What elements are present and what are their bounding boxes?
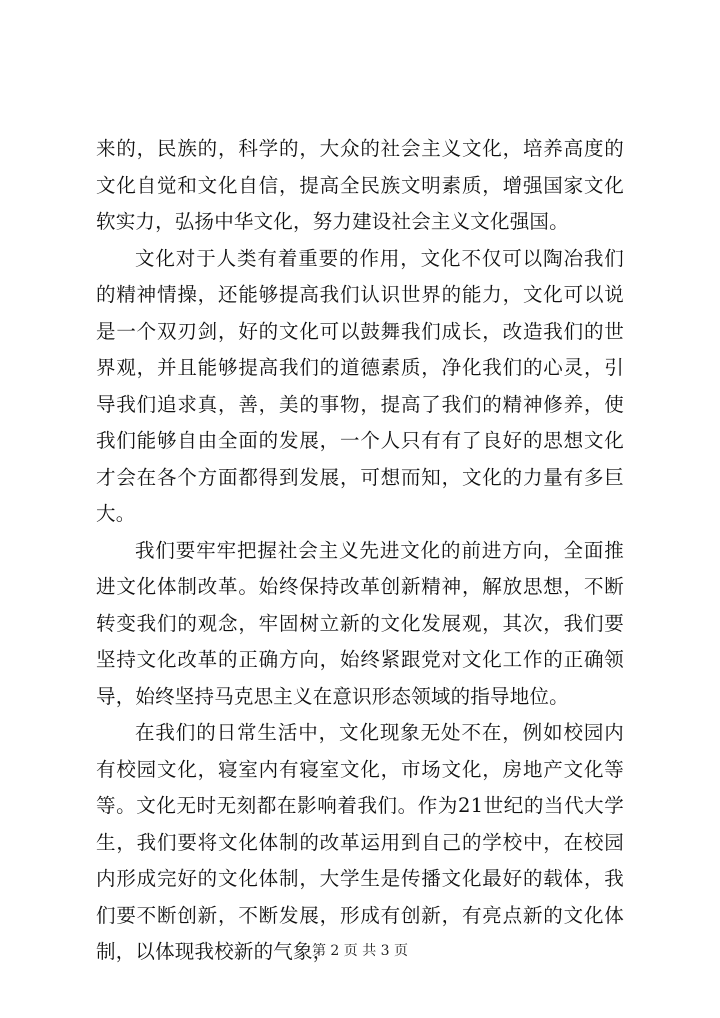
paragraph-1: 来的，民族的，科学的，大众的社会主义文化，培养高度的文化自觉和文化自信，提高全民族文明素质，增强国家文化软实力，弘扬中华文化，努力建设社会主义文化强国。: [96, 137, 624, 233]
page-number-footer: 第 2 页 共 3 页: [311, 943, 409, 959]
paragraph-3: 我们要牢牢把握社会主义先进文化的前进方向，全面推进文化体制改革。始终保持改革创新精神，解放思想，不断转变我们的观念，牢固树立新的文化发展观，其次，我们要坚持文化改革的正确方向，始终紧跟党对文化工作的正确领导，始终坚持马克思主义在意识形态领域的指导地位。: [96, 538, 624, 708]
paragraph-2: 文化对于人类有着重要的作用，文化不仅可以陶冶我们的精神情操，还能够提高我们认识世界的能力，文化可以说是一个双刃剑，好的文化可以鼓舞我们成长，改造我们的世界观，并且能够提高我们的道德素质，净化我们的心灵，引导我们追求真，善，美的事物，提高了我们的精神修养，使我们能够自由全面的发展，一个人只有有了良好的思想文化才会在各个方面都得到发展，可想而知，文化的力量有多巨大。: [96, 246, 624, 525]
document-body: [96, 131, 624, 971]
paragraph-4: 在我们的日常生活中，文化现象无处不在，例如校园内有校园文化，寝室内有寝室文化，市场文化，房地产文化等等。文化无时无刻都在影响着我们。作为21世纪的当代大学生，我们要将文化体制的改革运用到自己的学校中，在校园内形成完好的文化体制，大学生是传播文化最好的载体，我们要不断创新，不断发展，形成有创新，有亮点新的文化体制，以体现我校新的气象，: [96, 721, 624, 963]
